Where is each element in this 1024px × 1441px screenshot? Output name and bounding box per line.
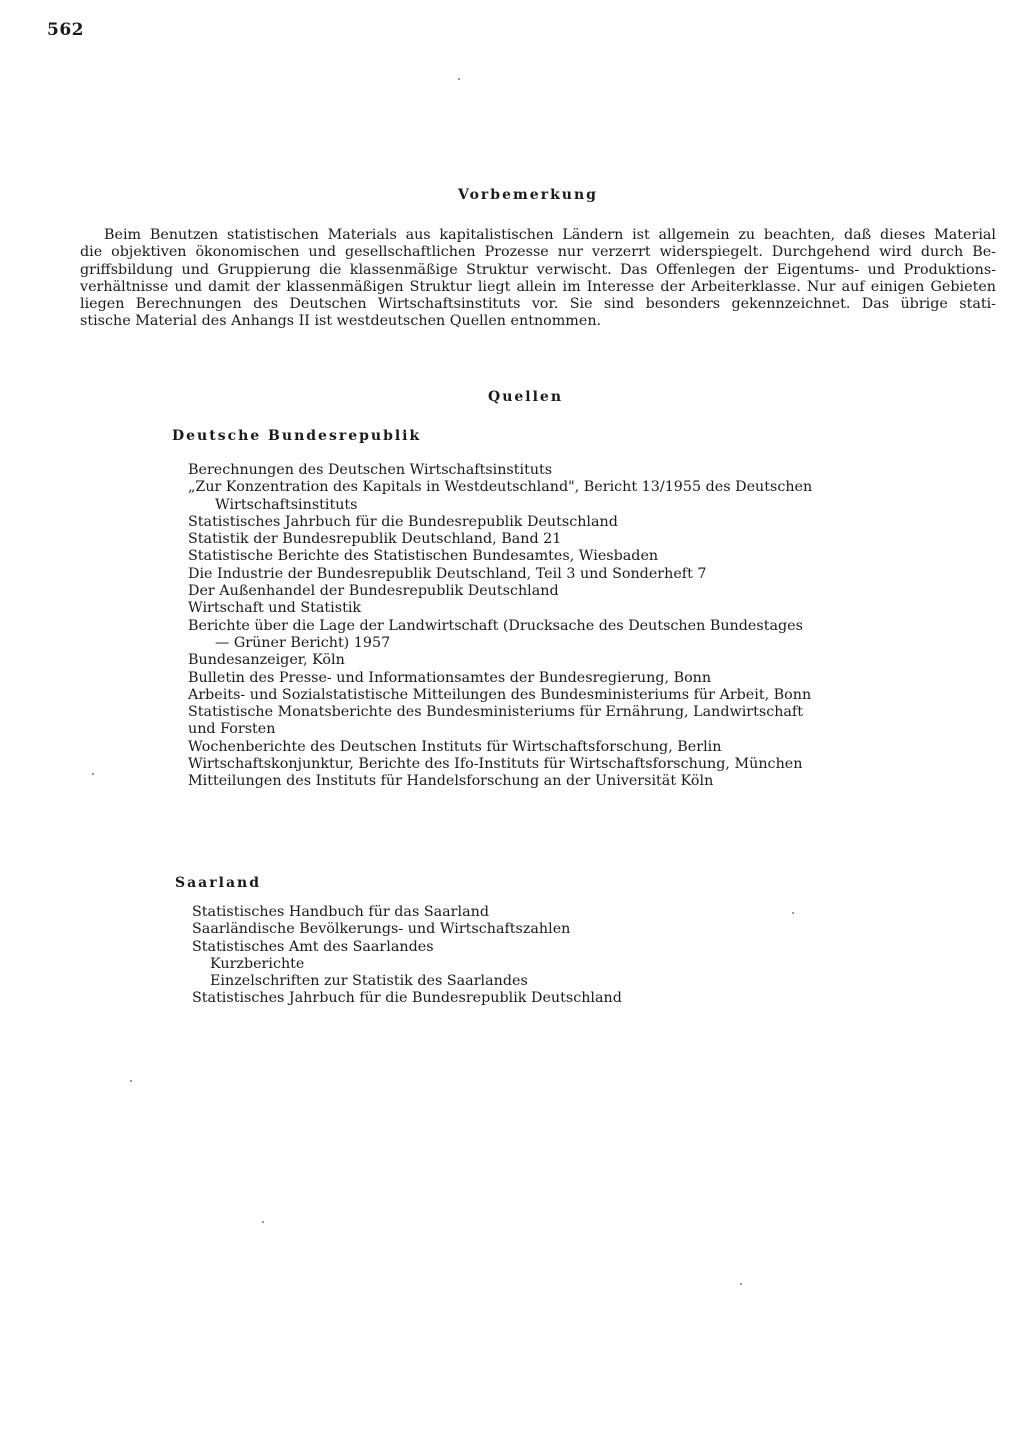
source-item: Kurzberichte (210, 955, 305, 972)
source-item: Wirtschaft und Statistik (188, 600, 362, 617)
preface-line: Beim Benutzen statistischen Materials aus kapitalistischen Ländern ist allgemein zu beachten, daß dieses Material (104, 227, 996, 243)
preface-line: die objektiven ökonomischen und gesellschaftlichen Prozesse nur verzerrt widerspiegelt. Durchgehend wird durch Be- (80, 244, 996, 261)
preface-title: Vorbemerkung (458, 187, 598, 203)
scan-speck (130, 1080, 132, 1082)
scan-speck (458, 78, 460, 80)
source-item: Die Industrie der Bundesrepublik Deutschland, Teil 3 und Sonderheft 7 (188, 565, 707, 582)
germany-source-list (188, 462, 812, 791)
saarland-heading: Saarland (175, 875, 261, 891)
source-item: „Zur Konzentration des Kapitals in Westdeutschland", Bericht 13/1955 des Deutschen Wirtschaftsinstituts (188, 479, 813, 513)
preface-line: stische Material des Anhangs II ist westdeutschen Quellen entnommen. (80, 313, 602, 330)
scan-speck (92, 773, 94, 775)
saarland-source-list (192, 904, 622, 1008)
source-item: Arbeits- und Sozialstatistische Mitteilungen des Bundesministeriums für Arbeit, Bonn (188, 686, 812, 703)
preface-paragraph (80, 227, 996, 331)
source-item: Berichte über die Lage der Landwirtschaft (Drucksache des Deutschen Bundestages — Grüner Bericht) 1957 (188, 617, 803, 651)
source-item: Einzelschriften zur Statistik des Saarlandes (210, 973, 528, 990)
preface-line: griffsbildung und Gruppierung die klassenmäßige Struktur verwischt. Das Offenlegen der Eigentums- und Produktions- (80, 261, 996, 278)
germany-heading: Deutsche Bundesrepublik (172, 428, 422, 444)
preface-line: liegen Berechnungen des Deutschen Wirtschaftsinstituts vor. Sie sind besonders gekennzeichnet. Das übrige stati- (80, 296, 996, 313)
source-item: Der Außenhandel der Bundesrepublik Deutschland (188, 583, 559, 600)
source-item: Saarländische Bevölkerungs- und Wirtschaftszahlen (192, 921, 571, 938)
sources-title: Quellen (488, 389, 564, 405)
source-item: Statistisches Jahrbuch für die Bundesrepublik Deutschland (192, 990, 622, 1007)
source-item: Statistische Berichte des Statistischen Bundesamtes, Wiesbaden (188, 548, 659, 565)
source-item: Statistisches Amt des Saarlandes (192, 938, 434, 955)
source-item: Statistik der Bundesrepublik Deutschland, Band 21 (188, 531, 562, 548)
source-item: Statistisches Handbuch für das Saarland (192, 904, 489, 920)
source-item: Mitteilungen des Instituts für Handelsforschung an der Universität Köln (188, 773, 714, 790)
source-item: Wochenberichte des Deutschen Instituts für Wirtschaftsforschung, Berlin (188, 738, 722, 755)
source-item: Berechnungen des Deutschen Wirtschaftsinstituts (188, 462, 553, 478)
scan-speck (792, 912, 794, 914)
source-item: Statistische Monatsberichte des Bundesministeriums für Ernährung, Landwirtschaft und Forsten (188, 704, 803, 738)
preface-line: verhältnisse und damit der klassenmäßigen Struktur liegt allein im Interesse der Arbeiterklasse. Nur auf einigen Gebieten (80, 278, 996, 295)
source-item: Wirtschaftskonjunktur, Berichte des Ifo-Instituts für Wirtschaftsforschung, München (188, 756, 803, 773)
source-item: Bulletin des Presse- und Informationsamtes der Bundesregierung, Bonn (188, 669, 712, 686)
source-item: Statistisches Jahrbuch für die Bundesrepublik Deutschland (188, 513, 618, 530)
source-item: Bundesanzeiger, Köln (188, 652, 345, 669)
scan-speck (262, 1221, 264, 1223)
page-number: 562 (47, 20, 84, 40)
scan-speck (740, 1283, 742, 1285)
